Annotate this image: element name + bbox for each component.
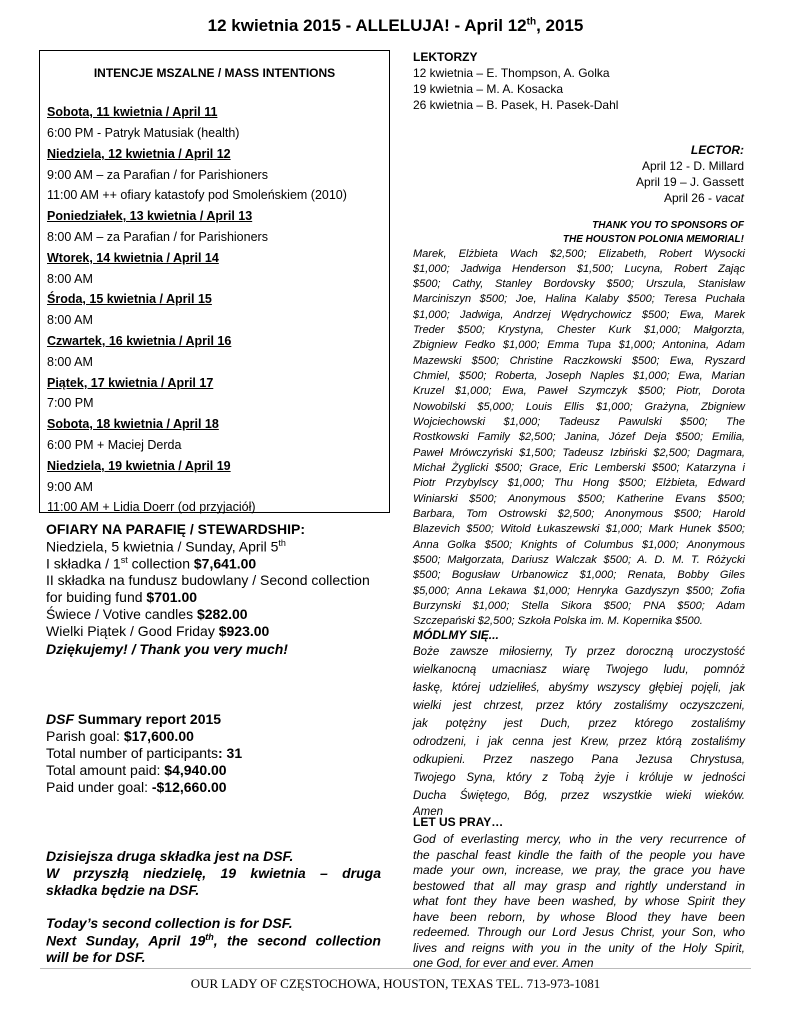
sponsors-line: Kruzel $1,000; Ewa, Paweł Szymczyk $500; Piotr, Dorota [413, 385, 745, 397]
mass-day: Poniedziałek, 13 kwietnia / April 13 [47, 209, 253, 223]
sponsors-line: Barbara, Tom Ostrowski $2,500; Anonymous $500; Harold [413, 508, 745, 520]
second-collection-amount: for buiding fund $701.00 [46, 589, 198, 605]
sponsors-line: Mazewski $500; Christine Raczkowski $500; Ewa, Ryszard [413, 355, 745, 367]
sponsors-line: Marciniszyn $500; Joe, Halina Kalaby $500; Teresa Puchała [413, 293, 745, 305]
thank-you: Dziękujemy! / Thank you very much! [46, 641, 288, 657]
prayer-pl-line: łaskę, której udzieliłeś, abyśmy wszyscy głębiej pojęli, jak [413, 682, 745, 694]
announce-en: Next Sunday, April 19th, the second collection [46, 932, 381, 949]
sponsors-line: Piotr Przybylscy $1,000; Thu Hong $500; Elżbieta, Edward [413, 477, 745, 489]
sponsors-line: Paweł Mrówczyński $1,500; Tadeusz Izbiński $2,500; Dagmara, [413, 447, 745, 459]
prayer-en-line: have been reborn, by whose Blood they have been [413, 910, 745, 924]
letuspray-heading: LET US PRAY… [413, 815, 504, 829]
prayer-pl-line: odrodzeni, i jak cenna jest Krew, przez którą zostaliśmy [413, 736, 745, 748]
lektorzy-line: 26 kwietnia – B. Pasek, H. Pasek-Dahl [413, 98, 619, 112]
dsf-under: Paid under goal: -$12,660.00 [46, 779, 227, 795]
lector-heading: LECTOR: [690, 143, 744, 157]
mass-intentions-header: INTENCJE MSZALNE / MASS INTENTIONS [93, 66, 336, 80]
announce-en: will be for DSF. [46, 949, 146, 965]
announce-en: Today’s second collection is for DSF. [46, 915, 293, 931]
mass-intention: 11:00 AM + Lidia Doerr (od przyjaciół) [47, 500, 256, 514]
prayer-en-line: bestowed that all may grasp and rightly understand in [413, 879, 745, 893]
footer-divider [40, 968, 751, 969]
mass-intention: 11:00 AM ++ ofiary katastofy pod Smoleńskiem (2010) [47, 188, 347, 202]
sponsors-line: Winiarski $500; Anonymous $500; Katherine Evans $500; [413, 493, 745, 505]
lektorzy-line: 12 kwietnia – E. Thompson, A. Golka [413, 66, 610, 80]
prayer-en-line: lives and reigns with you in the unity of the Holy Spirit, [413, 941, 745, 955]
mass-day: Środa, 15 kwietnia / April 15 [47, 292, 212, 306]
sponsors-line: $1,000; Jadwiga, Andrzej Wędrychowicz $500; Ewa, Marek [413, 309, 745, 321]
sponsors-line: Marek, Elżbieta Wach $2,500; Elizabeth, Robert Wysocki [413, 248, 745, 260]
sponsors-line: Burzynski $1,000; Stella Sikora $500; PNA $500; Adam [413, 600, 745, 612]
dsf-paid: Total amount paid: $4,940.00 [46, 762, 227, 778]
lektorzy-heading: LEKTORZY [413, 50, 478, 64]
mass-intention: 8:00 AM [47, 355, 93, 369]
mass-intention: 9:00 AM – za Parafian / for Parishioners [47, 168, 268, 182]
sponsors-line: Blazevich $500; Witold Łukaszewski $1,000; Mark Hunek $500; [413, 523, 745, 535]
sponsors-line: Wojciechowski $1,000; Tadeusz Pawulski $500; The [413, 416, 745, 428]
prayer-pl-line: jak potężny jest Duch, przez którego zostaliśmy [413, 718, 745, 730]
mass-intention: 8:00 AM [47, 313, 93, 327]
second-collection-line: II składka na fundusz budowlany / Second collection [46, 572, 370, 588]
mass-intention: 6:00 PM + Maciej Derda [47, 438, 182, 452]
prayer-en-line: made your own, increase, we pray, the grace you have [413, 863, 745, 877]
prayer-pl-line: Boże zawsze miłosierny, Ty przez doroczną uroczystość [413, 646, 745, 658]
page-title: 12 kwietnia 2015 - ALLELUJA! - April 12th, 2015 [207, 16, 584, 35]
mass-intention: 9:00 AM [47, 480, 93, 494]
sponsors-line: $5,000; Anna Lekawa $1,000; Henryka Gazdyszyn $500; Zofia [413, 585, 745, 597]
announce-pl: Dzisiejsza druga składka jest na DSF. [46, 848, 294, 864]
lektorzy-line: 19 kwietnia – M. A. Kosacka [413, 82, 564, 96]
sponsors-heading: THANK YOU TO SPONSORS OF [592, 220, 744, 231]
lector-line: April 19 – J. Gassett [635, 175, 744, 189]
footer: OUR LADY OF CZĘSTOCHOWA, HOUSTON, TEXAS TEL. 713-973-1081 [190, 976, 601, 991]
sponsors-line: $500; Cathy, Stanley Bordovsky $500; Urszula, Stanisław [413, 278, 745, 290]
prayer-pl-line: Amen [413, 806, 444, 818]
sponsors-line: Treder $500; Krystyna, Chester Kurk $1,000; Małgorzta, [413, 324, 745, 336]
prayer-en-line: one God, for ever and ever. Amen [413, 956, 594, 970]
mass-day: Sobota, 11 kwietnia / April 11 [47, 105, 218, 119]
mass-day: Czwartek, 16 kwietnia / April 16 [47, 334, 232, 348]
mass-intention: 8:00 AM – za Parafian / for Parishioners [47, 230, 268, 244]
mass-day: Niedziela, 19 kwietnia / April 19 [47, 459, 231, 473]
mass-intention: 6:00 PM - Patryk Matusiak (health) [47, 126, 240, 140]
prayer-en-line: God of everlasting mercy, who in the very recurrence of [413, 832, 745, 846]
prayer-pl-line: wielki jest chrzest, przez który zostaliśmy oczyszczeni, [413, 700, 745, 712]
stewardship-heading: OFIARY NA PARAFIĘ / STEWARDSHIP: [46, 521, 306, 537]
mass-day: Sobota, 18 kwietnia / April 18 [47, 417, 219, 431]
sponsors-line: Michał Żyglicki $500; Grace, Eric Lemberski $500; Katarzyna i [413, 462, 745, 474]
announce-pl: W przyszłą niedzielę, 19 kwietnia – druga [46, 865, 381, 881]
good-friday: Wielki Piątek / Good Friday $923.00 [46, 623, 270, 639]
lector-line: April 12 - D. Millard [641, 159, 744, 173]
votive-candles: Świece / Votive candles $282.00 [46, 606, 248, 622]
prayer-pl-line: wielkanocną umacniasz wiarę Twojego ludu, pomnóż [413, 664, 745, 676]
sponsors-line: Anna Golka $500; Knights of Columbus $1,000; Anonymous [413, 539, 745, 551]
sponsors-line: Nowobilski $5,000; Louis Ellis $1,000; Grażyna, Zbigniew [413, 401, 745, 413]
mass-intention: 7:00 PM [47, 396, 94, 410]
first-collection: I składka / 1st collection $7,641.00 [46, 555, 257, 572]
sponsors-line: $1,000; Jadwiga Henderson $1,500; Lucyna, Robert Zając [413, 263, 745, 275]
mass-day: Wtorek, 14 kwietnia / April 14 [47, 251, 219, 265]
sponsors-line: $500; Małgorzata, Dariusz Walczak $500; A. D. M. T. Różycki [413, 554, 745, 566]
sponsors-heading: THE HOUSTON POLONIA MEMORIAL! [562, 234, 744, 245]
dsf-participants: Total number of participants: 31 [46, 745, 243, 761]
prayer-pl-line: Twojego Syna, który z Tobą żyje i króluje w jedności [413, 772, 745, 784]
sponsors-line: Zbigniew Fedko $1,000; Emma Tupa $1,000; Antonina, Adam [413, 339, 745, 351]
dsf-heading: DSF Summary report 2015 [46, 711, 222, 727]
modlmy-heading: MÓDLMY SIĘ... [413, 628, 499, 642]
sponsors-line: Chmiel, $500; Roberta, Joseph Naples $1,000; Ewa, Marian [413, 370, 745, 382]
prayer-en-line: redeemed. Through our Lord Jesus Christ, your Son, who [413, 925, 745, 939]
sponsors-line: Rostkowski Family $2,500; Janina, Józef Deja $500; Emilia, [413, 431, 745, 443]
announce-pl: składka będzie na DSF. [46, 882, 200, 898]
stewardship-date: Niedziela, 5 kwietnia / Sunday, April 5th [46, 538, 286, 555]
mass-day: Piątek, 17 kwietnia / April 17 [47, 376, 214, 390]
prayer-en-line: what font they have been washed, by whose Spirit they [413, 894, 745, 908]
prayer-en-line: the paschal feast kindle the faith of the people you have [413, 848, 745, 862]
prayer-pl-line: odkupieni. Przez naszego Pana Jezusa Chrystusa, [413, 754, 745, 766]
mass-day: Niedziela, 12 kwietnia / April 12 [47, 147, 231, 161]
prayer-pl-line: Ducha Świętego, Bóg, przez wszystkie wieki wieków. [413, 790, 745, 802]
dsf-goal: Parish goal: $17,600.00 [46, 728, 194, 744]
lector-line: April 26 - vacat [663, 191, 744, 205]
mass-intention: 8:00 AM [47, 272, 93, 286]
sponsors-line: $500; Bogusław Urbanowicz $1,000; Renata, Bobby Giles [413, 569, 745, 581]
sponsors-line: Szczepański $2,500; Szkoła Polska im. M. Kopernika $500. [413, 615, 703, 627]
